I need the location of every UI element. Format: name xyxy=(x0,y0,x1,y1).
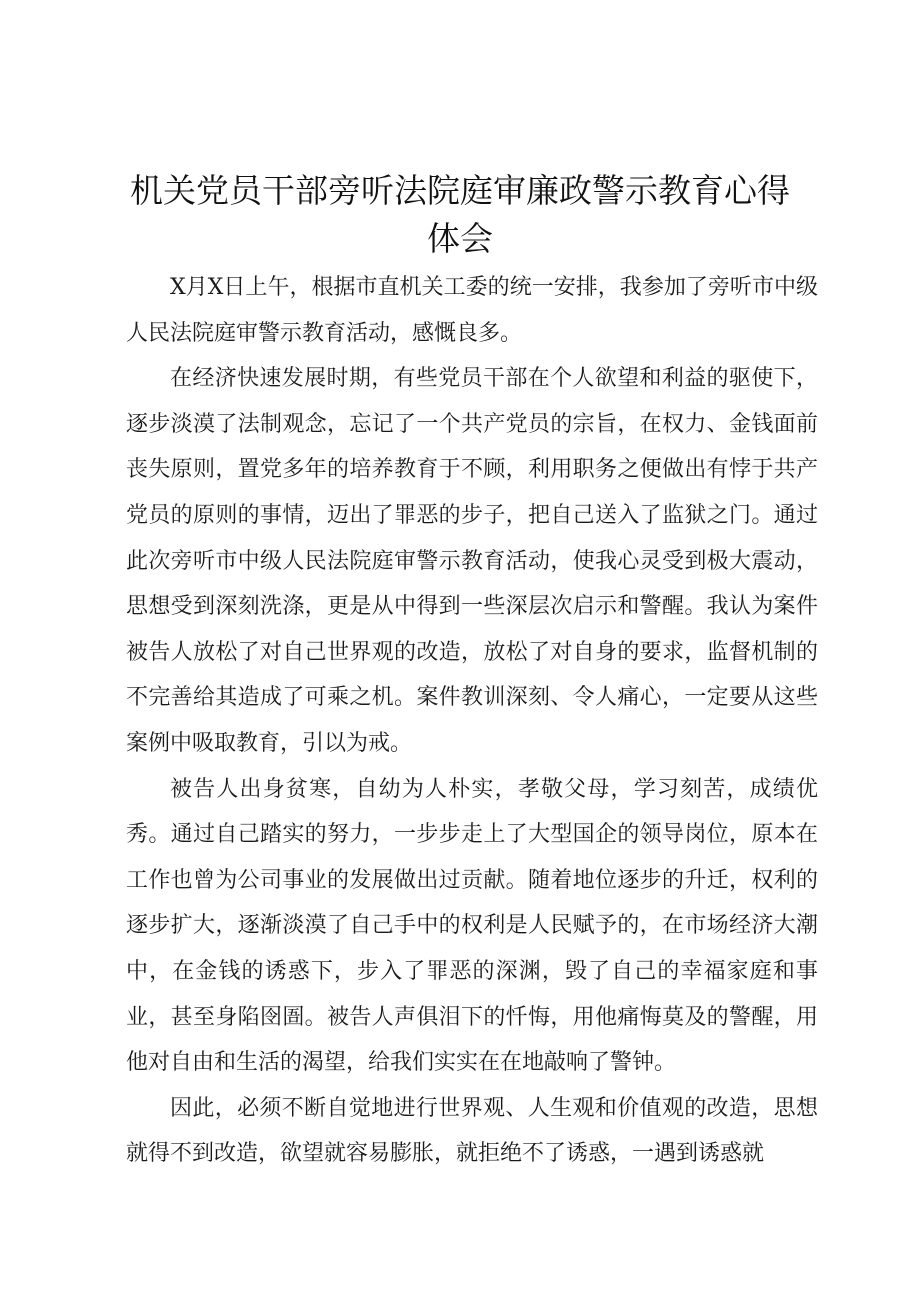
document-title-line-1: 机关党员干部旁听法院庭审廉政警示教育心得 xyxy=(130,171,790,210)
paragraph-3: 被告人出身贫寒，自幼为人朴实，孝敬父母，学习刻苦，成绩优秀。通过自己踏实的努力，一步步走上了大型国企的领导岗位，原本在工作也曾为公司事业的发展做出过贡献。随着地位逐步的升迁，权利的逐步扩大，逐渐淡漠了自己手中的权利是人民赋予的，在市场经济大潮中，在金钱的诱惑下，步入了罪恶的深渊，毁了自己的幸福家庭和事业，甚至身陷囹圄。被告人声俱泪下的忏悔，用他痛悔莫及的警醒，用他对自由和生活的渴望，给我们实实在在地敲响了警钟。 xyxy=(126,776,818,1076)
document-body xyxy=(126,265,818,1177)
document-title-line-2: 体会 xyxy=(427,219,493,258)
paragraph-2: 在经济快速发展时期，有些党员干部在个人欲望和利益的驱使下，逐步淡漠了法制观念，忘记了一个共产党员的宗旨，在权力、金钱面前丧失原则，置党多年的培养教育于不顾，利用职务之便做出有悖于共产党员的原则的事情，迈出了罪恶的步子，把自己送入了监狱之门。通过此次旁听市中级人民法院庭审警示教育活动，使我心灵受到极大震动，思想受到深刻洗涤，更是从中得到一些深层次启示和警醒。我认为案件被告人放松了对自己世界观的改造，放松了对自身的要求，监督机制的不完善给其造成了可乘之机。案件教训深刻、令人痛心，一定要从这些案例中吸取教育，引以为戒。 xyxy=(126,366,818,756)
paragraph-4: 因此，必须不断自觉地进行世界观、人生观和价值观的改造，思想就得不到改造，欲望就容易膨胀，就拒绝不了诱惑，一遇到诱惑就 xyxy=(126,1095,818,1167)
paragraph-1: X月X日上午，根据市直机关工委的统一安排，我参加了旁听市中级人民法院庭审警示教育活动，感慨良多。 xyxy=(126,275,818,346)
